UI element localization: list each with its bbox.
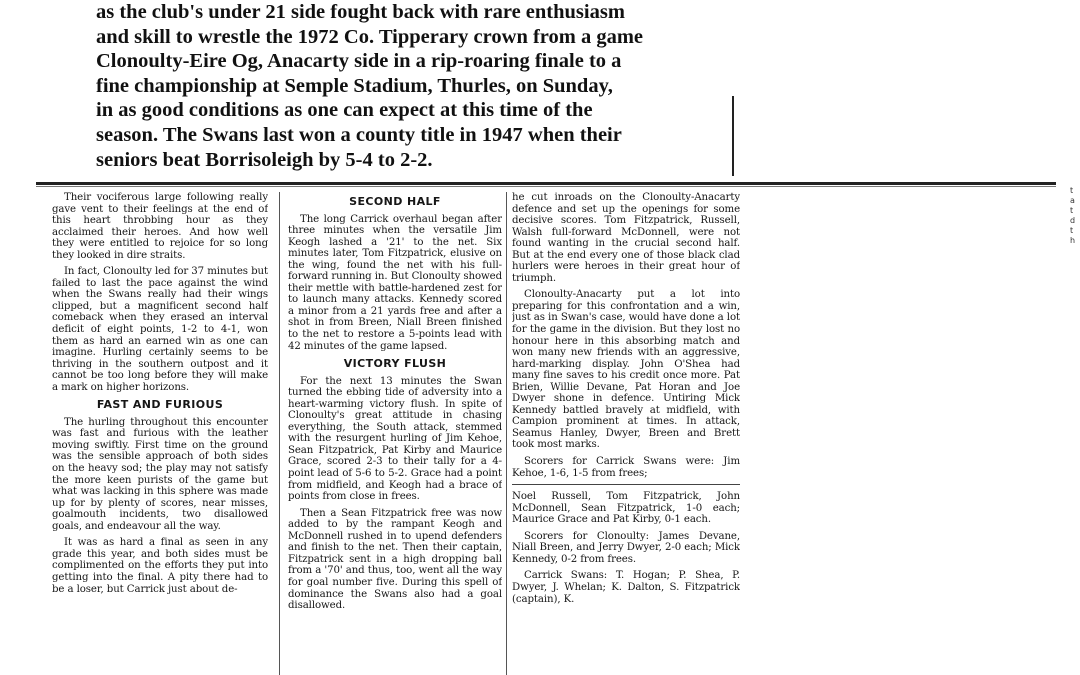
- paragraph: Clonoulty-Anacarty put a lot into preparing for this confrontation and a win, just as in Swan's case, would have done a lot for the game in the division. But they lost no honour here in this absorbing match and won many new friends with an aggressive, hard-marking display. John O'Shea had many fine saves to his credit once more. Pat Brien, Willie Devane, Pat Horan and Joe Dwyer shone in defence. Untiring Mick Kennedy battled bravely at midfield, with Campion prominent at times. In attack, Seamus Hanley, Dwyer, Breen and Brett took most marks.: [512, 289, 740, 451]
- paragraph: Then a Sean Fitzpatrick free was now added to by the rampant Keogh and McDonnell rushed in to upend defenders and finish to the net. Then their captain, Fitzpatrick sent in a high dropping ball from a '70' and thus, too, went all the way for goal number five. During this spell of dominance the Swans also had a goal disallowed.: [288, 507, 502, 612]
- paragraph: In fact, Clonoulty led for 37 minutes but failed to last the pace against the wind when the Swans really had their wings clipped, but a magnificent second half comeback when they erased an interval deficit of eight points, 1-2 to 4-1, won them as hard an earned win as one can imagine. Hurling certainly seems to be thriving in the southern outpost and it cannot be too long before they will make a mark on higher horizons.: [52, 266, 268, 393]
- column-divider: [512, 484, 740, 485]
- lead-line: as the club's under 21 side fought back with rare enthusiasm: [96, 1, 625, 23]
- lead-line: seniors beat Borrisoleigh by 5-4 to 2-2.: [96, 148, 433, 171]
- paragraph: Scorers for Clonoulty: James Devane, Niall Breen, and Jerry Dwyer, 2-0 each; Mick Kennedy, 0-2 from frees.: [512, 530, 740, 565]
- lead-paragraph: [96, 0, 736, 172]
- paragraph: The long Carrick overhaul began after three minutes when the versatile Jim Keogh lashed a '21' to the net. Six minutes later, Tom Fitzpatrick, elusive on the wing, found the net with his full-forward running in. But Clonoulty showed their mettle with battle-hardened zest for to launch many attacks. Kennedy scored a minor from a 21 yards free and after a shot in from Breen, Niall Breen finished to the net to restore a 5-points lead with 42 minutes of the game lapsed.: [288, 213, 502, 352]
- paragraph: Noel Russell, Tom Fitzpatrick, John McDonnell, Sean Fitzpatrick, 1-0 each; Maurice Grace and Pat Kirby, 0-1 each.: [512, 491, 740, 526]
- lead-column-rule: [732, 96, 734, 176]
- paragraph: Carrick Swans: T. Hogan; P. Shea, P. Dwyer, J. Whelan; K. Dalton, S. Fitzpatrick (captain), K.: [512, 570, 740, 605]
- subheading-second-half: SECOND HALF: [349, 195, 441, 208]
- article-column-1: [52, 192, 268, 675]
- lead-line: Clonoulty-Eire Og, Anacarty side in a rip-roaring finale to a: [96, 50, 622, 73]
- subheading-fast-and-furious: FAST AND FURIOUS: [96, 398, 224, 412]
- lead-line: and skill to wrestle the 1972 Co. Tipperary crown from a game: [96, 25, 644, 48]
- column-rule: [506, 192, 507, 675]
- lead-line: in as good conditions as one can expect at this time of the: [96, 99, 593, 122]
- adjacent-column-fragment: t a t d t h: [1070, 186, 1076, 245]
- section-divider: [36, 182, 1056, 185]
- column-rule: [279, 192, 280, 675]
- paragraph: It was as hard a final as seen in any grade this year, and both sides must be complimented on the efforts they put into getting into the final. A pity there had to be a loser, but Carrick just about de-: [52, 537, 268, 595]
- paragraph: he cut inroads on the Clonoulty-Anacarty defence and set up the openings for some decisive scores. Tom Fitzpatrick, Russell, Walsh full-forward McDonnell, were not found wanting in the crucial second half. But at the end every one of those black clad hurlers were heroes in their great hour of triumph.: [512, 192, 740, 284]
- paragraph: The hurling throughout this encounter was fast and furious with the leather moving swiftly. First time on the ground was the sensible approach of both sides on the heavy sod; the play may not satisfy the more keen purists of the game but what was lacking in this sphere was made up for by plenty of scores, near misses, goalmouth incidents, two disallowed goals, and endeavour all the way.: [52, 416, 268, 532]
- article-column-3: [512, 192, 740, 675]
- paragraph: For the next 13 minutes the Swan turned the ebbing tide of adversity into a heart-warming victory flush. In spite of Clonoulty's great attitude in chasing everything, the South attack, stemmed with the resurgent hurling of Jim Kehoe, Sean Fitzpatrick, Pat Kirby and Maurice Grace, scored 2-3 to their tally for a 4-point lead of 5-6 to 5-2. Grace had a point from midfield, and Keogh had a brace of points from close in frees.: [288, 375, 502, 503]
- section-divider-thin: [36, 186, 1056, 187]
- paragraph: Their vociferous large following really gave vent to their feelings at the end of this heart throbbing hour as they acclaimed their heroes. And how well they were entitled to rejoice for so long they looked in dire straits.: [52, 192, 268, 261]
- lead-line: season. The Swans last won a county title in 1947 when their: [96, 123, 622, 146]
- subheading-victory-flush: VICTORY FLUSH: [343, 357, 447, 371]
- lead-line: fine championship at Semple Stadium, Thurles, on Sunday,: [96, 74, 613, 97]
- paragraph: Scorers for Carrick Swans were: Jim Kehoe, 1-6, 1-5 from frees;: [512, 456, 740, 479]
- article-column-2: [288, 192, 502, 675]
